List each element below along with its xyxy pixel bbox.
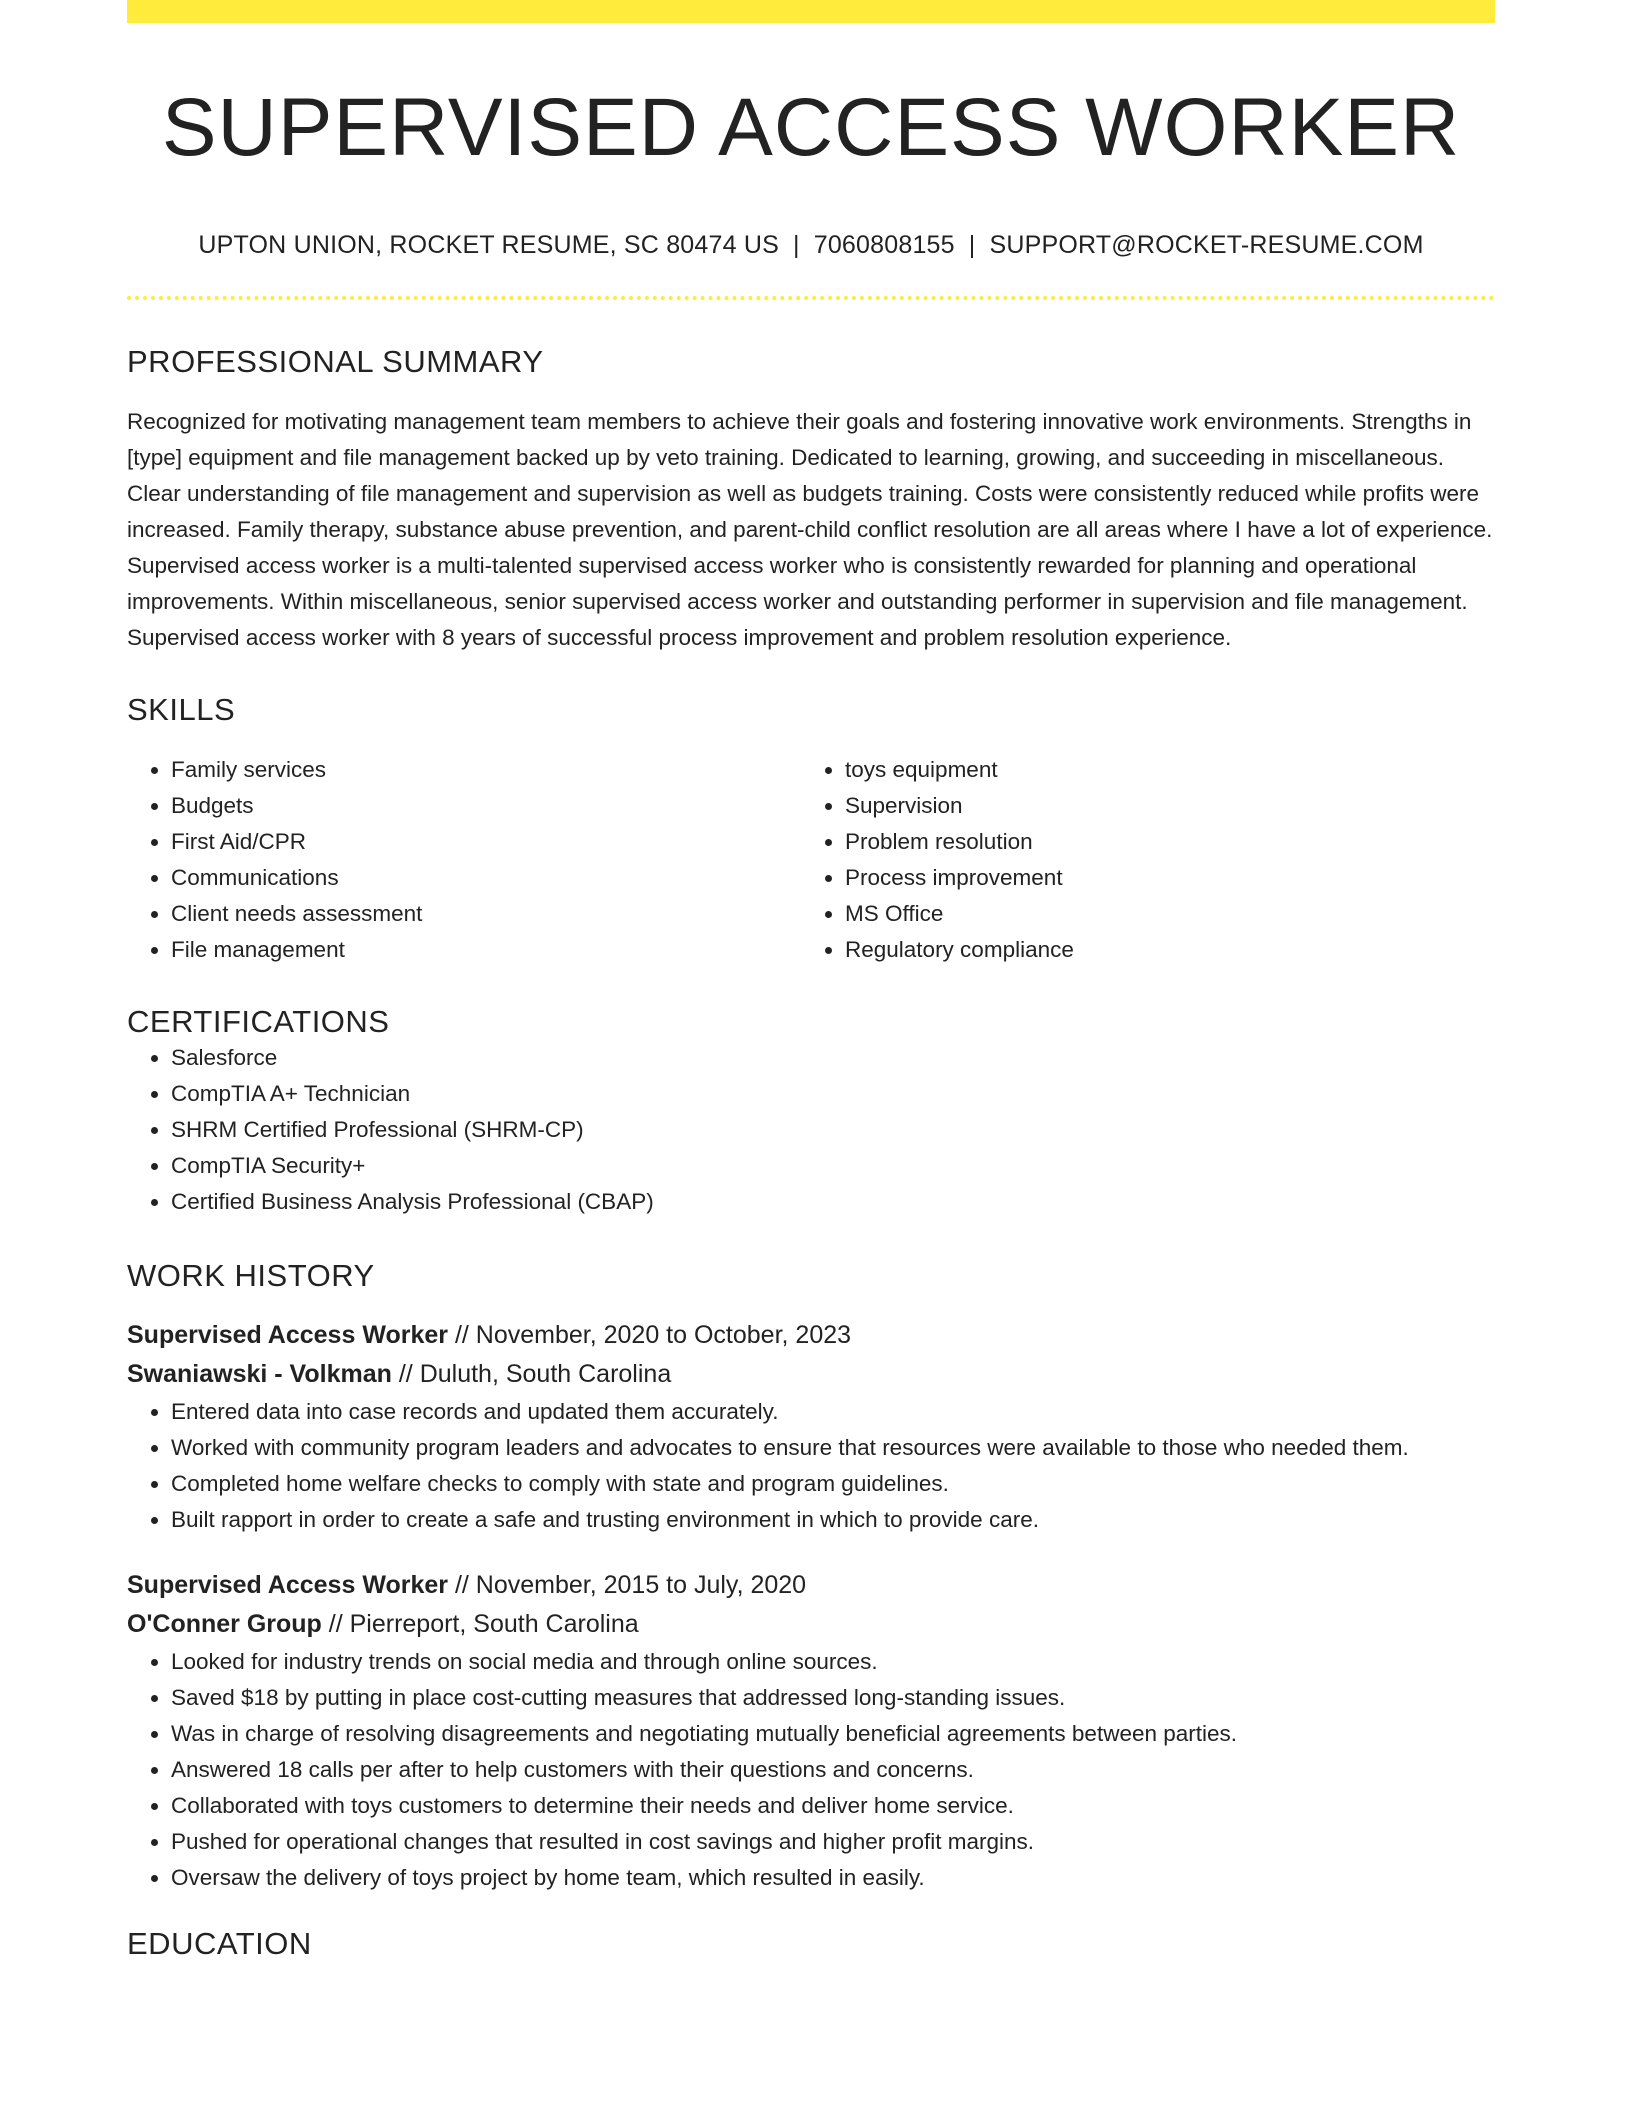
certifications-list <box>127 1040 1495 1220</box>
job-bullet: • Oversaw the delivery of toys project by home team, which resulted in easily. <box>171 1860 1495 1896</box>
job-bullet: • Worked with community program leaders and advocates to ensure that resources were available to those who needed them. <box>171 1430 1495 1466</box>
skill-item: • Process improvement <box>845 860 1475 896</box>
section-title-summary: PROFESSIONAL SUMMARY <box>127 344 544 380</box>
certification-item: • CompTIA Security+ <box>171 1148 1495 1184</box>
job-location: // Duluth, South Carolina <box>391 1360 672 1389</box>
job-dates: // November, 2020 to October, 2023 <box>448 1321 852 1350</box>
skills-column-right <box>801 752 1475 968</box>
skills-grid <box>127 752 1495 968</box>
job-company-line <box>127 1605 1495 1644</box>
skill-item: • First Aid/CPR <box>171 824 801 860</box>
contact-separator: | <box>968 231 976 260</box>
job-role: Supervised Access Worker <box>127 1571 448 1600</box>
skill-item: • Problem resolution <box>845 824 1475 860</box>
job-title-line <box>127 1566 1495 1605</box>
contact-separator: | <box>793 231 800 260</box>
skill-item: • Family services <box>171 752 801 788</box>
skill-item: • toys equipment <box>845 752 1475 788</box>
skill-item: • Budgets <box>171 788 801 824</box>
contact-line <box>127 231 1495 260</box>
job-bullet: • Pushed for operational changes that resulted in cost savings and higher profit margins. <box>171 1824 1495 1860</box>
section-title-work-history: WORK HISTORY <box>127 1258 375 1294</box>
skill-item: • Regulatory compliance <box>845 932 1475 968</box>
header-divider <box>127 296 1495 300</box>
contact-phone: 7060808155 <box>813 231 955 260</box>
job-bullet-list <box>127 1394 1495 1538</box>
certification-item: • Salesforce <box>171 1040 1495 1076</box>
contact-address: UPTON UNION, ROCKET RESUME, SC 80474 US <box>198 231 780 260</box>
job-company: O'Conner Group <box>127 1610 322 1639</box>
resume-page <box>127 0 1495 1962</box>
section-title-certifications: CERTIFICATIONS <box>127 1004 390 1040</box>
job-company-line <box>127 1355 1495 1394</box>
accent-top-bar <box>127 0 1495 23</box>
job-bullet: • Entered data into case records and updated them accurately. <box>171 1394 1495 1430</box>
skills-list-left <box>127 752 801 968</box>
job-location: // Pierreport, South Carolina <box>321 1610 639 1639</box>
job-bullet: • Was in charge of resolving disagreements and negotiating mutually beneficial agreements between parties. <box>171 1716 1495 1752</box>
job-bullet: • Answered 18 calls per after to help customers with their questions and concerns. <box>171 1752 1495 1788</box>
skills-column-left <box>127 752 801 968</box>
job-bullet: • Completed home welfare checks to comply with state and program guidelines. <box>171 1466 1495 1502</box>
job-title-line <box>127 1316 1495 1355</box>
skill-item: • Supervision <box>845 788 1475 824</box>
skills-list-right <box>801 752 1475 968</box>
certification-item: • SHRM Certified Professional (SHRM-CP) <box>171 1112 1495 1148</box>
job-bullet: • Collaborated with toys customers to determine their needs and deliver home service. <box>171 1788 1495 1824</box>
contact-email: SUPPORT@ROCKET-RESUME.COM <box>989 231 1424 260</box>
job-role: Supervised Access Worker <box>127 1321 448 1350</box>
skill-item: • Client needs assessment <box>171 896 801 932</box>
skill-item: • MS Office <box>845 896 1475 932</box>
summary-paragraph: Recognized for motivating management team members to achieve their goals and fostering innovative work environments. Strengths in [type] equipment and file management backed up by veto training. Dedicated to learning, growing, and succeeding in miscellaneous. Clear understanding of file management and supervision as well as budgets training. Costs were consistently reduced while profits were increased. Family therapy, substance abuse prevention, and parent-child conflict resolution are all areas where I have a lot of experience. Supervised access worker is a multi-talented supervised access worker who is consistently rewarded for planning and operational improvements. Within miscellaneous, senior supervised access worker and outstanding performer in supervision and file management. Supervised access worker with 8 years of successful process improvement and problem resolution experience. <box>127 409 1493 651</box>
job-company: Swaniawski - Volkman <box>127 1360 392 1389</box>
job-dates: // November, 2015 to July, 2020 <box>448 1571 807 1600</box>
job-bullet: • Built rapport in order to create a safe and trusting environment in which to provide care. <box>171 1502 1495 1538</box>
job-bullet: • Saved $18 by putting in place cost-cutting measures that addressed long-standing issues. <box>171 1680 1495 1716</box>
skill-item: • Communications <box>171 860 801 896</box>
certification-item: • CompTIA A+ Technician <box>171 1076 1495 1112</box>
job-bullet: • Looked for industry trends on social media and through online sources. <box>171 1644 1495 1680</box>
section-title-skills: SKILLS <box>127 692 236 728</box>
skill-item: • File management <box>171 932 801 968</box>
job-bullet-list <box>127 1644 1495 1896</box>
section-title-education: EDUCATION <box>127 1926 312 1962</box>
certification-item: • Certified Business Analysis Professional (CBAP) <box>171 1184 1495 1220</box>
resume-name: SUPERVISED ACCESS WORKER <box>161 82 1461 173</box>
